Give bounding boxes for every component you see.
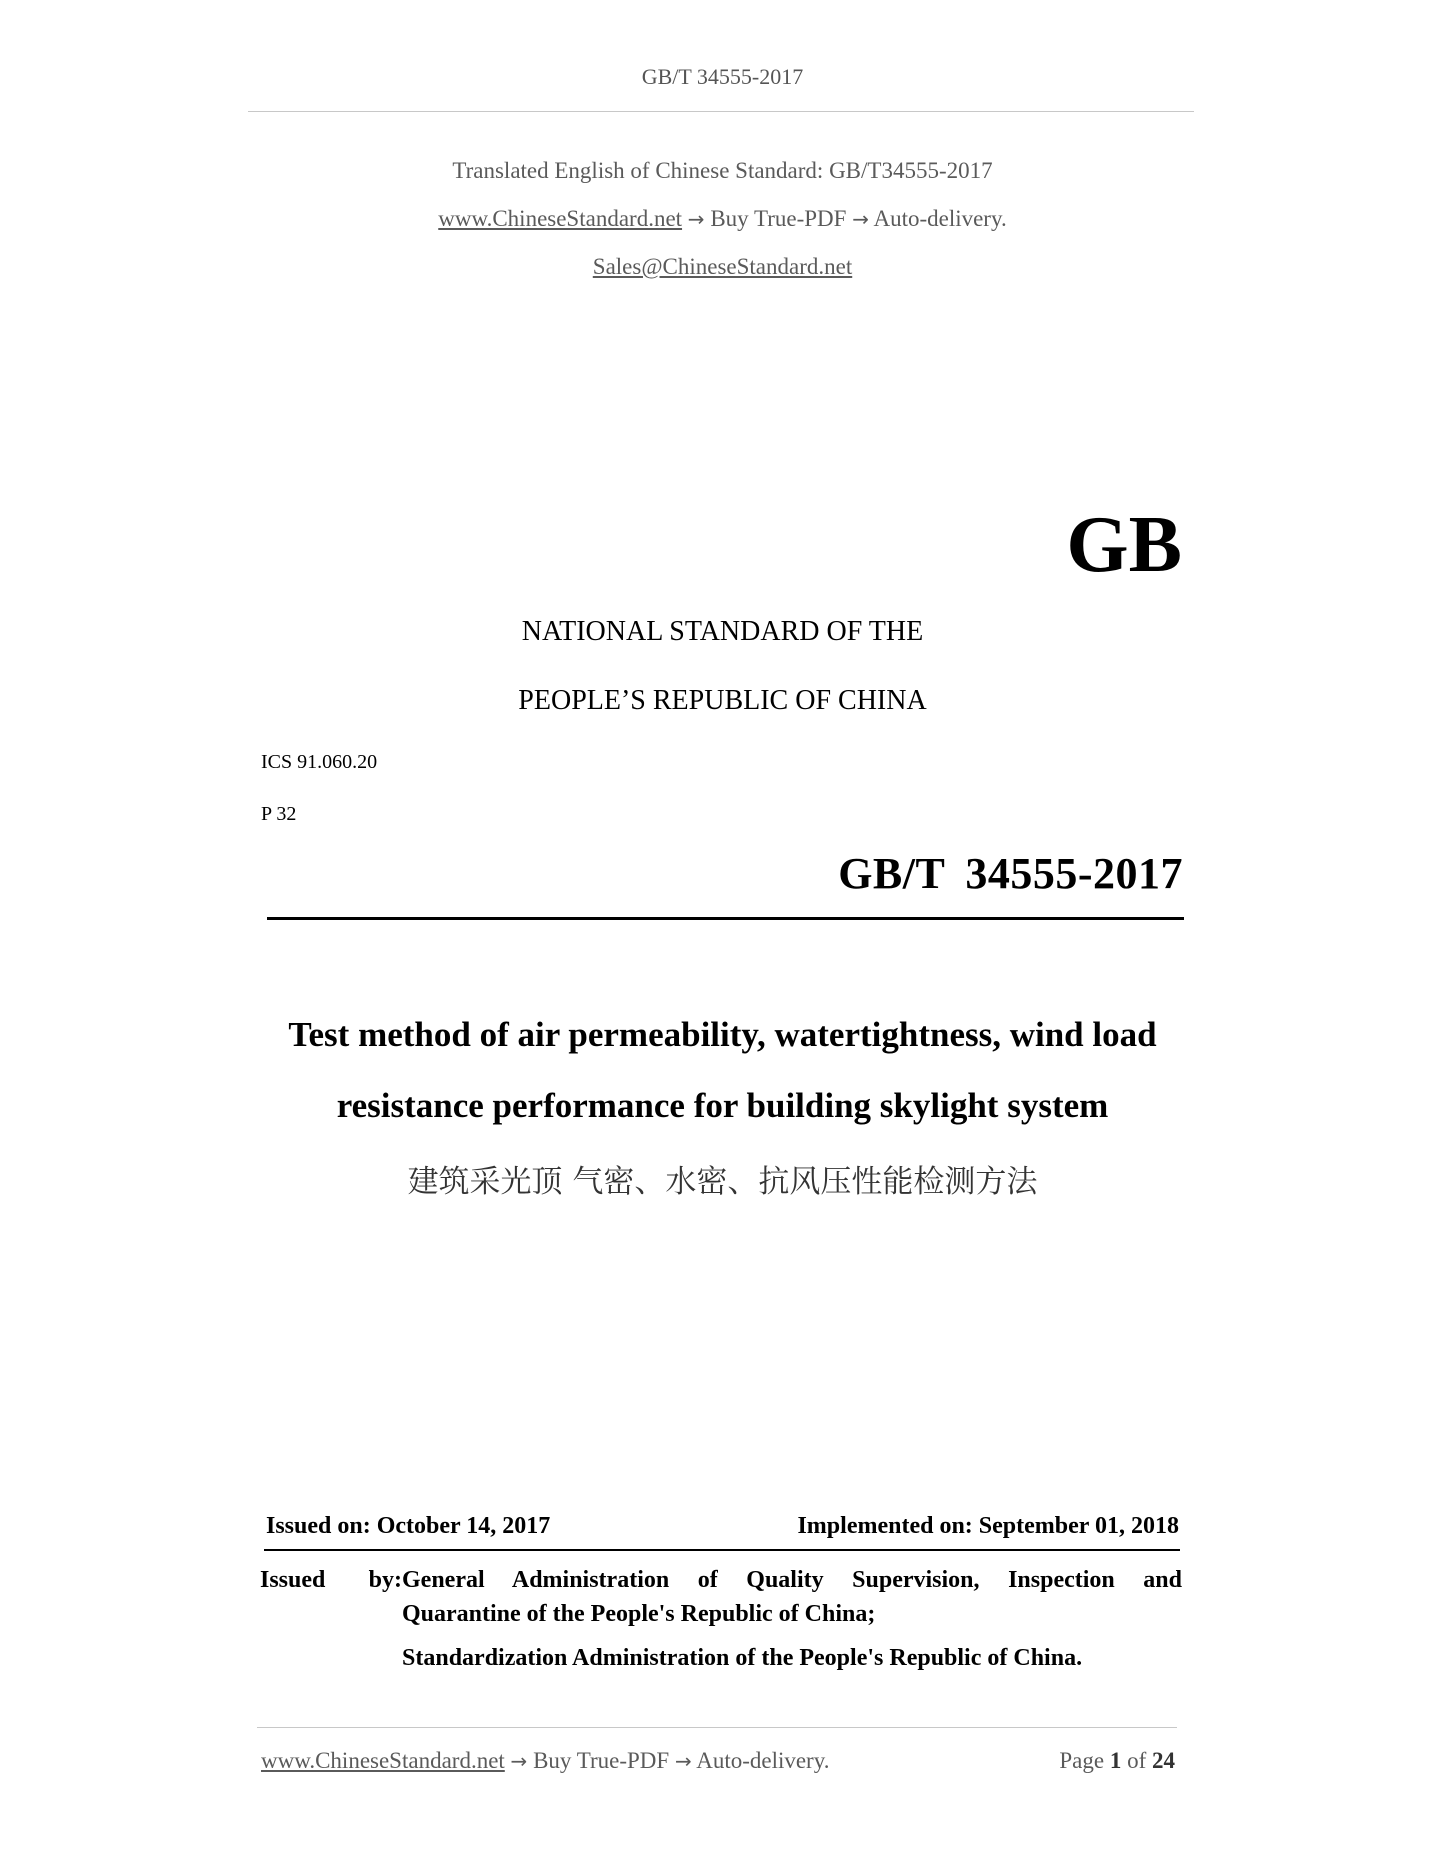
footer-chinesestandard-link[interactable]: www.ChineseStandard.net xyxy=(261,1748,505,1773)
page-total: 24 xyxy=(1152,1748,1175,1773)
standard-number-rule xyxy=(267,917,1184,920)
arrow-right-icon: → xyxy=(687,207,705,231)
ics-code: ICS 91.060.20 xyxy=(261,751,378,773)
running-header: GB/T 34555-2017 xyxy=(641,64,804,89)
page-indicator xyxy=(1059,1748,1175,1774)
page-number: 1 xyxy=(1109,1748,1122,1773)
buy-true-pdf-text: Buy True-PDF xyxy=(710,206,847,231)
issue-dates-row xyxy=(266,1513,1179,1540)
of-word: of xyxy=(1127,1748,1147,1773)
national-standard-line1: NATIONAL STANDARD OF THE xyxy=(521,616,924,647)
issued-by-label: Issued by: xyxy=(260,1567,402,1593)
issuer2: Standardization Administration of the People's Republic of China. xyxy=(402,1645,1083,1671)
issued-on: Issued on: October 14, 2017 xyxy=(266,1513,551,1539)
purchase-line xyxy=(0,206,1445,232)
footer-divider xyxy=(257,1727,1177,1728)
footer-auto-text: Auto-delivery. xyxy=(696,1748,830,1773)
national-standard-line2: PEOPLE’S REPUBLIC OF CHINA xyxy=(518,685,927,716)
standard-prefix: GB/T xyxy=(838,849,946,898)
implemented-on: Implemented on: September 01, 2018 xyxy=(797,1513,1179,1539)
page-word: Page xyxy=(1059,1748,1105,1773)
title-line1: Test method of air permeability, watertightness, wind load xyxy=(288,1015,1157,1054)
email-line xyxy=(0,254,1445,280)
gb-mark: GB xyxy=(1066,501,1182,589)
chinesestandard-link[interactable]: www.ChineseStandard.net xyxy=(438,206,683,231)
arrow-right-icon: → xyxy=(510,1749,528,1773)
auto-delivery-text: Auto-delivery. xyxy=(873,206,1007,231)
footer-purchase-line xyxy=(261,1748,829,1774)
header-divider xyxy=(248,111,1194,112)
chinese-title: 建筑采光顶 气密、水密、抗风压性能检测方法 xyxy=(407,1164,1038,1200)
footer-buy-text: Buy True-PDF xyxy=(533,1748,670,1773)
arrow-right-icon: → xyxy=(852,207,869,231)
standard-number xyxy=(838,848,1183,899)
ccs-code: P 32 xyxy=(261,803,297,825)
title-line2: resistance performance for building skylight system xyxy=(336,1086,1109,1125)
sales-email-link[interactable]: Sales@ChineseStandard.net xyxy=(592,254,853,279)
issue-dates-rule xyxy=(264,1549,1180,1551)
standard-code: 34555-2017 xyxy=(965,849,1183,898)
issuer1-line2: Quarantine of the People's Republic of China; xyxy=(402,1601,876,1627)
issuer1-line1: General Administration of Quality Supervision, Inspection and xyxy=(402,1567,1182,1593)
translation-notice: Translated English of Chinese Standard: GB/T34555-2017 xyxy=(452,158,993,183)
arrow-right-icon: → xyxy=(674,1749,692,1773)
